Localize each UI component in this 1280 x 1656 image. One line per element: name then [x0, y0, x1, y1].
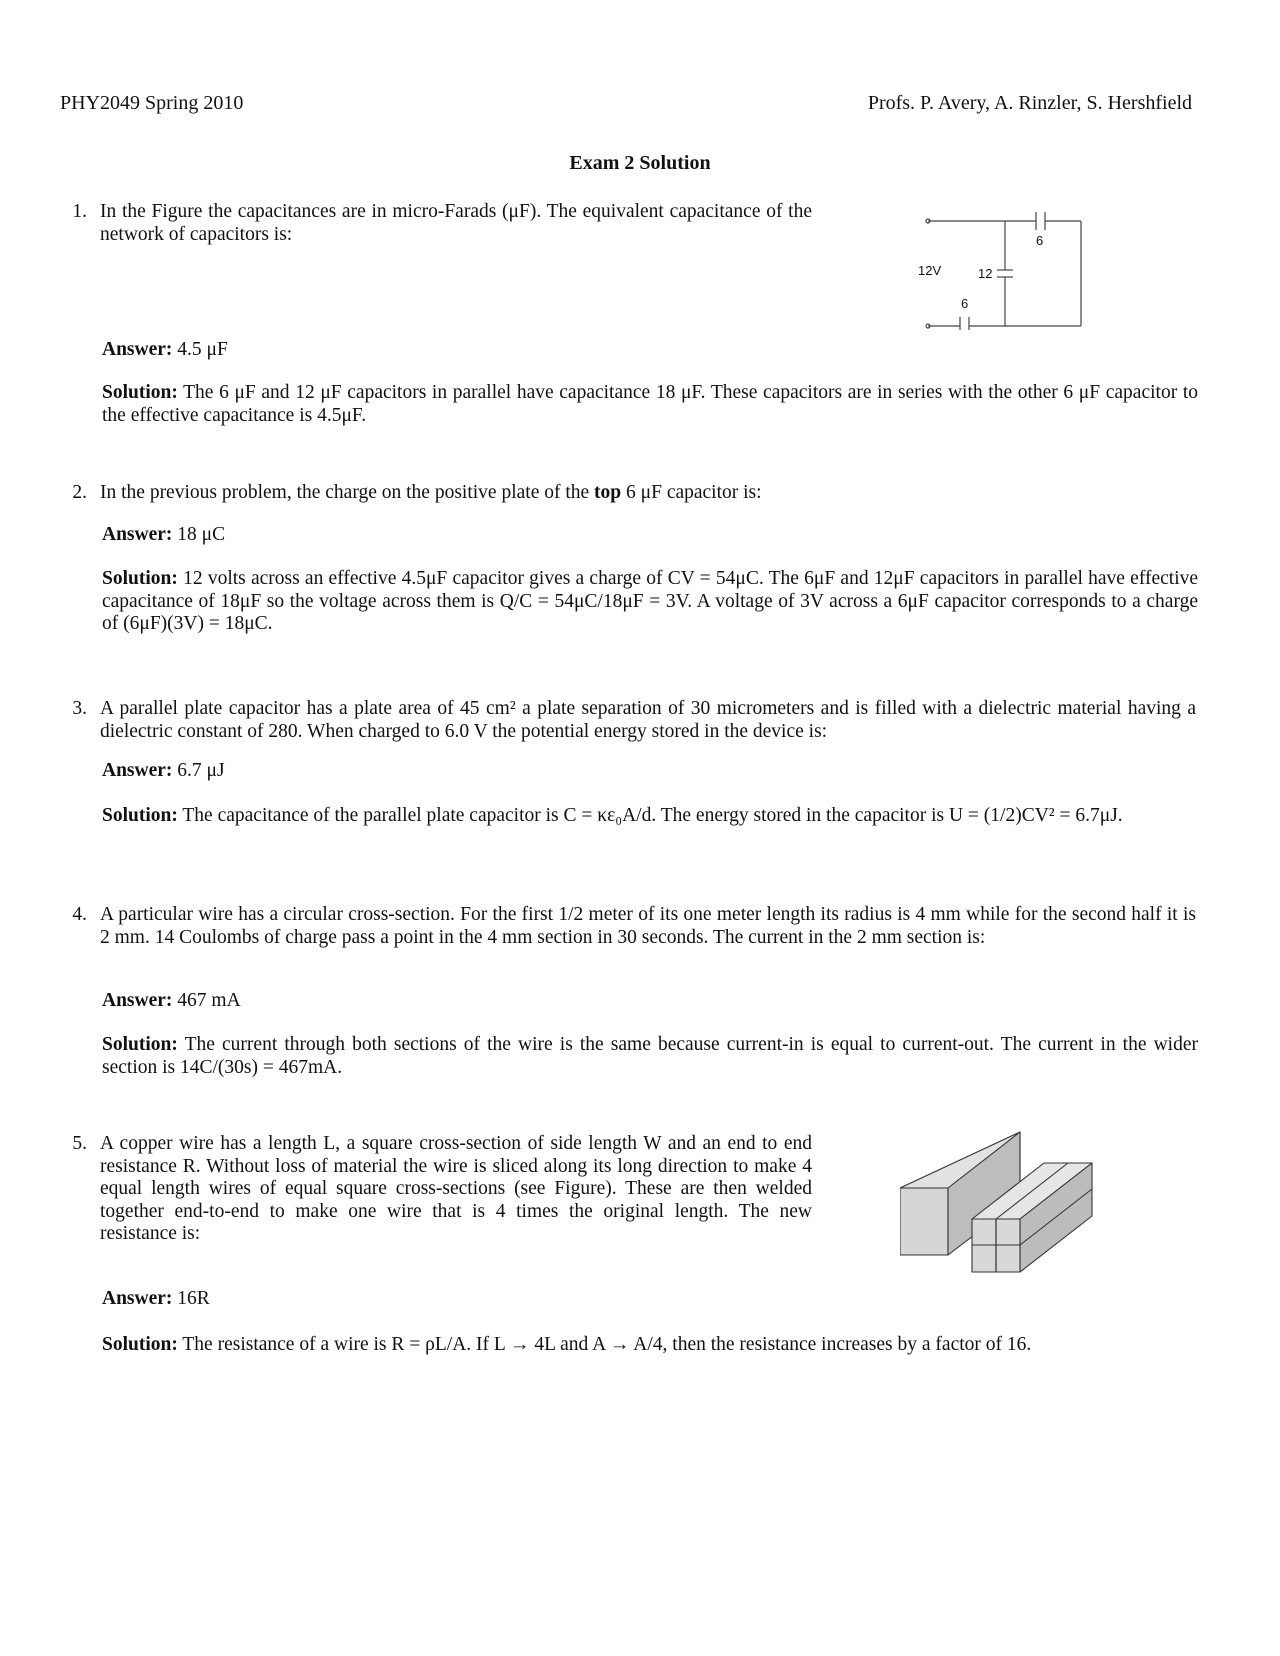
professors-header: Profs. P. Avery, A. Rinzler, S. Hershfield — [867, 92, 1192, 114]
answer-value: 6.7 μJ — [177, 760, 225, 781]
page-title: Exam 2 Solution — [569, 152, 711, 174]
problem-5-question: A copper wire has a length L, a square cross-section of side length W and an end to end resistance R. Without loss of material the wire is sliced along its long direction to make 4 equal length wires of equal square cross-sections (see Figure). These are then welded together end-to-end to make one wire that is 4 times the original length. The new resistance is: — [100, 1133, 812, 1244]
problem-1-number: 1. — [72, 201, 87, 222]
wire-slicing-figure — [900, 1130, 1110, 1290]
voltage-label: 12V — [918, 263, 942, 278]
answer-value: 467 mA — [177, 990, 241, 1011]
problem-3-number: 3. — [72, 698, 87, 719]
answer-label: Answer: — [102, 339, 173, 360]
problem-4-solution — [102, 1034, 1198, 1079]
problem-3-solution — [102, 805, 1198, 828]
problem-5-solution — [102, 1334, 1198, 1357]
middle-capacitor-label: 12 — [978, 266, 993, 281]
top-capacitor-label: 6 — [1036, 233, 1044, 248]
solution-label: Solution: — [102, 568, 178, 589]
problem-3-question: A parallel plate capacitor has a plate area of 45 cm² a plate separation of 30 micrometers and is filled with a dielectric material having a dielectric constant of 280. When charged to 6.0 V the potential energy stored in the device is: — [100, 698, 1196, 742]
answer-value: 4.5 μF — [177, 339, 228, 360]
problem-2-answer — [102, 524, 1198, 547]
problem-2-number: 2. — [72, 482, 87, 503]
solution-label: Solution: — [102, 1334, 178, 1355]
problem-1-answer — [102, 339, 1198, 362]
problem-4-question: A particular wire has a circular cross-section. For the first 1/2 meter of its one meter length its radius is 4 mm while for the second half it is 2 mm. 14 Coulombs of charge pass a point in the 4 mm section in 30 seconds. The current in the 2 mm section is: — [100, 904, 1196, 948]
problem-4-number: 4. — [72, 904, 87, 925]
solution-label: Solution: — [102, 1034, 178, 1055]
course-header: PHY2049 Spring 2010 — [60, 92, 244, 114]
capacitor-circuit-figure — [900, 200, 1100, 330]
solution-text: The current through both sections of the wire is the same because current-in is equal to current-out. The current in the wider section is 14C/(30s) = 467mA. — [102, 1034, 1198, 1078]
solution-text: 12 volts across an effective 4.5μF capacitor gives a charge of CV = 54μC. The 6μF and 12μF capacitors in parallel have effective capacitance of 18μF so the voltage across them is Q/C = 54μC/18μF = 3V. A voltage of 3V across a 6μF capacitor corresponds to a charge of (6μF)(3V) = 18μC. — [102, 568, 1199, 634]
question-emphasis: top — [594, 482, 622, 503]
answer-label: Answer: — [102, 990, 173, 1011]
solution-label: Solution: — [102, 805, 178, 826]
problem-4-answer — [102, 990, 1198, 1013]
answer-label: Answer: — [102, 524, 173, 545]
answer-label: Answer: — [102, 760, 173, 781]
answer-value: 18 μC — [177, 524, 226, 545]
question-text: In the previous problem, the charge on the positive plate of the — [100, 482, 590, 503]
solution-text: The capacitance of the parallel plate capacitor is C = κε₀A/d. The energy stored in the capacitor is U = (1/2)CV² = 6.7μJ. — [182, 805, 1123, 826]
bottom-capacitor-label: 6 — [961, 296, 969, 311]
problem-5-answer — [102, 1288, 1198, 1311]
question-text: 6 μF capacitor is: — [626, 482, 762, 503]
answer-label: Answer: — [102, 1288, 173, 1309]
solution-text: The resistance of a wire is R = ρL/A. If L → 4L and A → A/4, then the resistance increases by a factor of 16. — [182, 1334, 1032, 1355]
solution-label: Solution: — [102, 382, 178, 403]
problem-3-answer — [102, 760, 1198, 783]
problem-2-question — [100, 482, 1196, 505]
problem-5-number: 5. — [72, 1133, 87, 1154]
solution-text: The 6 μF and 12 μF capacitors in parallel have capacitance 18 μF. These capacitors are in series with the other 6 μF capacitor to the effective capacitance is 4.5μF. — [102, 382, 1198, 426]
answer-value: 16R — [177, 1288, 210, 1309]
problem-1-solution — [102, 382, 1198, 427]
problem-2-solution — [102, 568, 1198, 636]
problem-1-question: In the Figure the capacitances are in micro-Farads (μF). The equivalent capacitance of the network of capacitors is: — [100, 201, 812, 245]
